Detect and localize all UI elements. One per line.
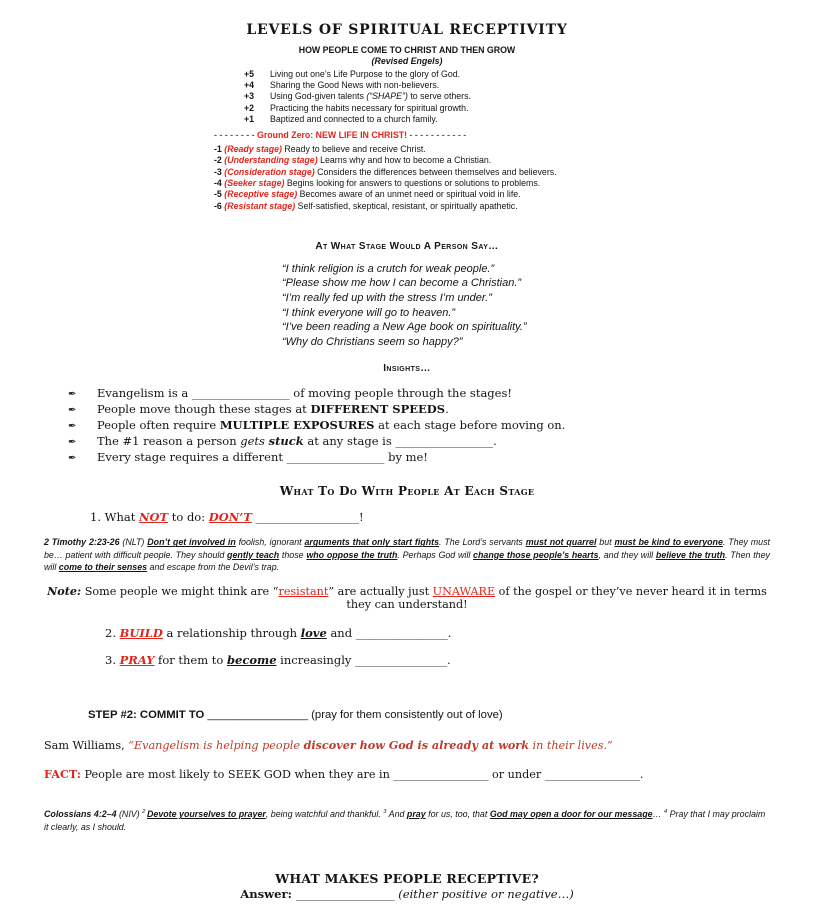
- scale-level: -5: [214, 189, 222, 200]
- ground-zero-line: - - - - - - - - Ground Zero: NEW LIFE IN CHRIST! - - - - - - - - - - -: [214, 130, 467, 141]
- scripture-colossians: Colossians 4:2–4 (NIV) $^2$ Devote yourselves to prayer, being watchful and thankful. $^3$ And pray for us, too, that God may open a door for our message… $^4$ Pray that I may proclaim it clearly, as I should.: [44, 809, 766, 832]
- pen-icon: ✒: [68, 452, 77, 464]
- scale-text: Becomes aware of an unmet need or spiritual void in life.: [297, 189, 521, 200]
- scale-row: [214, 114, 770, 125]
- quote-line: “I think religion is a crutch for weak people.”: [282, 262, 495, 275]
- insight-item: [68, 386, 770, 402]
- doc-subtitle: [44, 45, 770, 66]
- quote-line: “Why do Christians seem so happy?”: [282, 335, 463, 348]
- scale-row: [214, 178, 770, 189]
- heading-stage-say: At What Stage Would A Person Say…: [315, 240, 499, 252]
- heading-what-to-do: What To Do With People At Each Stage: [279, 484, 535, 499]
- sam-williams-quote: Sam Williams, “Evangelism is helping people discover how God is already at work in their lives.”: [44, 738, 613, 753]
- scale-level: +4: [244, 80, 255, 91]
- heading-insights: Insights…: [383, 363, 431, 375]
- scale-level: +3: [244, 91, 255, 102]
- scale-row: [214, 80, 770, 91]
- receptivity-scale-negative: [214, 144, 770, 212]
- scale-row: [214, 167, 770, 178]
- quote-line: “I’ve been reading a New Age book on spirituality.”: [282, 321, 527, 334]
- scale-text: Sharing the Good News with non-believers.: [270, 80, 440, 91]
- pen-icon: ✒: [68, 389, 77, 401]
- pen-icon: ✒: [68, 436, 77, 448]
- scale-level: -1: [214, 144, 222, 155]
- insights-list: [68, 386, 770, 465]
- scale-row: [214, 144, 770, 155]
- scale-text: Practicing the habits necessary for spiritual growth.: [270, 102, 469, 113]
- stage-label: (Seeker stage): [224, 177, 285, 188]
- insight-text: People often require MULTIPLE EXPOSURES at each stage before moving on.: [97, 417, 566, 432]
- quote-line: “Please show me how I can become a Christian.”: [282, 277, 522, 290]
- scale-level: +5: [244, 69, 255, 79]
- scale-text: Using God-given talents (“SHAPE”) to serve others.: [270, 91, 471, 102]
- scale-level: -2: [214, 155, 222, 166]
- insight-item: [68, 450, 770, 466]
- scale-row: [214, 155, 770, 166]
- quote-line: “I think everyone will go to heaven.”: [282, 306, 456, 319]
- insight-item: [68, 402, 770, 418]
- scale-row: [214, 91, 770, 102]
- commit-heading: STEP #2: COMMIT TO ________________ (pray for them consistently out of love): [88, 709, 503, 722]
- answer-line: Answer: _________________ (either positive or negative…): [240, 887, 574, 902]
- stage-label: (Consideration stage): [224, 166, 315, 177]
- insight-text: People move though these stages at DIFFERENT SPEEDS.: [97, 402, 449, 417]
- fact-line: FACT: People are most likely to SEEK GOD when they are in _________________ or under _________________.: [44, 767, 644, 782]
- scripture-2timothy: 2 Timothy 2:23-26 (NLT) Don’t get involved in foolish, ignorant arguments that only start fights. The Lord’s servants must not quarrel but must be kind to everyone. They must be… patient with difficult people. They should gently teach those who oppose the truth. Perhaps God will change those people’s hearts, and they will believe the truth. Then they will come to their senses and escape from the Devil’s trap.: [44, 537, 771, 573]
- scale-text: Learns why and how to become a Christian.: [317, 155, 492, 166]
- scale-text: Self-satisfied, skeptical, resistant, or spiritually apathetic.: [295, 200, 518, 211]
- page-title: LEVELS OF SPIRITUAL RECEPTIVITY: [246, 22, 568, 38]
- insight-item: [68, 434, 770, 450]
- quotes-list: [282, 262, 770, 350]
- insight-item: [68, 418, 770, 434]
- scale-level: +1: [244, 113, 255, 124]
- scale-text: Considers the differences between themselves and believers.: [314, 166, 557, 177]
- stage-label: (Understanding stage): [224, 155, 318, 166]
- scale-level: -3: [214, 166, 222, 177]
- insight-text: The #1 reason a person gets stuck at any stage is _________________.: [97, 433, 497, 448]
- stage-label: (Resistant stage): [224, 200, 296, 211]
- scale-level: -4: [214, 177, 222, 188]
- step-2-line: 2. BUILD a relationship through love and ________________.: [105, 626, 452, 641]
- step-3-line: 3. PRAY for them to become increasingly ________________.: [105, 653, 451, 668]
- heading-receptive: WHAT MAKES PEOPLE RECEPTIVE?: [275, 871, 539, 887]
- stage-label: (Ready stage): [224, 144, 282, 155]
- pen-icon: ✒: [68, 420, 77, 432]
- scale-level: +2: [244, 102, 255, 113]
- stage-label: (Receptive stage): [224, 189, 298, 200]
- scale-text: Begins looking for answers to questions or solutions to problems.: [284, 177, 541, 188]
- pen-icon: ✒: [68, 405, 77, 417]
- scale-text: Baptized and connected to a church family.: [270, 113, 438, 124]
- insight-text: Every stage requires a different _________________ by me!: [97, 449, 428, 464]
- scale-row: [214, 189, 770, 200]
- note-line: Note: Some people we might think are “resistant” are actually just UNAWARE of the gospel or they’ve never heard it in terms they can understand!: [47, 583, 767, 612]
- subtitle-line1: HOW PEOPLE COME TO CHRIST AND THEN GROW: [298, 45, 516, 55]
- step-1-line: 1. What NOT to do: DON’T __________________!: [90, 510, 364, 525]
- scale-row: [214, 201, 770, 212]
- scale-text: Ready to believe and receive Christ.: [281, 144, 426, 155]
- subtitle-line2: (Revised Engels): [371, 55, 443, 66]
- scale-row: [214, 69, 770, 80]
- scale-text: Living out one’s Life Purpose to the glory of God.: [270, 69, 461, 79]
- insight-text: Evangelism is a _________________ of moving people through the stages!: [97, 386, 512, 401]
- scale-level: -6: [214, 200, 222, 211]
- receptivity-scale-positive: [214, 69, 770, 125]
- scale-row: [214, 103, 770, 114]
- quote-line: “I’m really fed up with the stress I’m under.”: [282, 291, 492, 304]
